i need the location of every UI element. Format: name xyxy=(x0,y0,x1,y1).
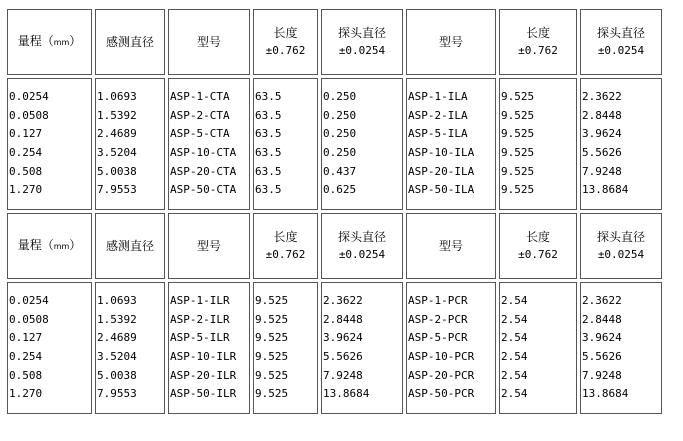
model-cell xyxy=(406,282,496,414)
probe-diameter-cell xyxy=(580,78,662,210)
model-header: 型号 xyxy=(168,213,250,279)
cell-value: 3.9624 xyxy=(582,331,622,345)
cell-value: ASP-1-ILA xyxy=(408,90,468,104)
cell-value: 1.5392 xyxy=(97,312,137,326)
range-cell xyxy=(7,78,92,210)
cell-value: ASP-50-ILR xyxy=(170,387,237,401)
cell-value: 2.4689 xyxy=(97,127,137,141)
cell-value: ASP-5-ILR xyxy=(170,331,230,345)
cell-value: 3.5204 xyxy=(97,350,137,363)
length-header: 长度 ±0.762 xyxy=(499,9,577,75)
cell-value: 7.9553 xyxy=(97,183,137,197)
cell-value: ASP-2-CTA xyxy=(170,108,230,122)
cell-value: ASP-1-PCR xyxy=(408,294,468,308)
model-header: 型号 xyxy=(168,9,250,75)
cell-value: ASP-10-ILA xyxy=(408,146,475,159)
cell-value: 9.525 xyxy=(501,90,535,104)
range-header: 量程（mm） xyxy=(7,9,92,75)
sense-diameter-cell xyxy=(95,78,165,210)
cell-value: 0.0508 xyxy=(9,108,49,122)
cell-value: 2.54 xyxy=(501,368,528,382)
probe-diameter-cell xyxy=(580,282,662,414)
cell-value: ASP-2-PCR xyxy=(408,312,468,326)
cell-value: 1.270 xyxy=(9,387,43,401)
cell-value: ASP-10-ILR xyxy=(170,350,237,363)
cell-value: 9.525 xyxy=(501,183,535,197)
length-cell xyxy=(253,78,318,210)
cell-value: 63.5 xyxy=(255,90,282,104)
cell-value: 2.8448 xyxy=(323,312,363,326)
cell-value: 9.525 xyxy=(255,368,289,382)
cell-value: 0.508 xyxy=(9,164,43,178)
cell-value: 5.5626 xyxy=(323,350,363,363)
probe-spec-table xyxy=(4,6,665,417)
cell-value: ASP-20-ILR xyxy=(170,368,237,382)
cell-value: 1.0693 xyxy=(97,294,137,308)
probe-diameter-cell xyxy=(321,282,403,414)
cell-value: 0.625 xyxy=(323,183,357,197)
cell-value: 2.8448 xyxy=(582,108,622,122)
cell-value: 9.525 xyxy=(501,127,535,141)
cell-value: ASP-1-ILR xyxy=(170,294,230,308)
model-cell xyxy=(406,78,496,210)
model-cell xyxy=(168,78,250,210)
cell-value: 0.250 xyxy=(323,90,357,104)
model-header: 型号 xyxy=(406,213,496,279)
cell-value: ASP-50-CTA xyxy=(170,183,237,197)
probe-diameter-cell xyxy=(321,78,403,210)
cell-value: 9.525 xyxy=(501,146,535,159)
cell-value: 0.0254 xyxy=(9,90,49,104)
cell-value: 13.8684 xyxy=(323,387,370,401)
cell-value: 2.54 xyxy=(501,350,528,363)
cell-value: 9.525 xyxy=(255,331,289,345)
cell-value: 1.270 xyxy=(9,183,43,197)
cell-value: 2.54 xyxy=(501,331,528,345)
cell-value: 0.250 xyxy=(323,108,357,122)
cell-value: 63.5 xyxy=(255,108,282,122)
cell-value: 2.54 xyxy=(501,312,528,326)
cell-value: ASP-20-CTA xyxy=(170,164,237,178)
header-row-2 xyxy=(7,213,662,279)
sense-diameter-header: 感测直径 xyxy=(95,213,165,279)
cell-value: 7.9248 xyxy=(582,368,622,382)
cell-value: 0.254 xyxy=(9,146,43,159)
cell-value: ASP-10-PCR xyxy=(408,350,475,363)
cell-value: 2.8448 xyxy=(582,312,622,326)
cell-value: 0.127 xyxy=(9,127,43,141)
sense-diameter-header: 感测直径 xyxy=(95,9,165,75)
probe-diameter-header: 探头直径 ±0.0254 xyxy=(321,213,403,279)
cell-value: 2.3622 xyxy=(582,294,622,308)
cell-value: 7.9553 xyxy=(97,387,137,401)
cell-value: 2.3622 xyxy=(582,90,622,104)
cell-value: 0.250 xyxy=(323,127,357,141)
cell-value: 9.525 xyxy=(255,294,289,308)
range-cell xyxy=(7,282,92,414)
cell-value: ASP-5-PCR xyxy=(408,331,468,345)
cell-value: ASP-50-PCR xyxy=(408,387,475,401)
cell-value: ASP-20-PCR xyxy=(408,368,475,382)
cell-value: ASP-20-ILA xyxy=(408,164,475,178)
length-header: 长度 ±0.762 xyxy=(499,213,577,279)
cell-value: 5.0038 xyxy=(97,368,137,382)
length-cell xyxy=(499,282,577,414)
cell-value: 7.9248 xyxy=(323,368,363,382)
cell-value: 63.5 xyxy=(255,164,282,178)
cell-value: 9.525 xyxy=(501,108,535,122)
cell-value: 3.5204 xyxy=(97,146,137,159)
cell-value: 3.9624 xyxy=(582,127,622,141)
cell-value: 2.54 xyxy=(501,387,528,401)
cell-value: ASP-1-CTA xyxy=(170,90,230,104)
cell-value: 1.0693 xyxy=(97,90,137,104)
cell-value: 63.5 xyxy=(255,183,282,197)
cell-value: 5.5626 xyxy=(582,350,622,363)
cell-value: ASP-10-CTA xyxy=(170,146,237,159)
cell-value: 9.525 xyxy=(255,350,289,363)
range-header: 量程（mm） xyxy=(7,213,92,279)
cell-value: 9.525 xyxy=(255,312,289,326)
cell-value: 0.0254 xyxy=(9,294,49,308)
model-header: 型号 xyxy=(406,9,496,75)
length-header: 长度 ±0.762 xyxy=(253,9,318,75)
cell-value: 0.254 xyxy=(9,350,43,363)
cell-value: ASP-2-ILA xyxy=(408,108,468,122)
length-cell xyxy=(499,78,577,210)
cell-value: 13.8684 xyxy=(582,387,629,401)
cell-value: 0.508 xyxy=(9,368,43,382)
cell-value: ASP-5-ILA xyxy=(408,127,468,141)
cell-value: 3.9624 xyxy=(323,331,363,345)
cell-value: 1.5392 xyxy=(97,108,137,122)
cell-value: 63.5 xyxy=(255,127,282,141)
model-cell xyxy=(168,282,250,414)
data-row-2 xyxy=(7,282,662,414)
header-row-1 xyxy=(7,9,662,75)
length-header: 长度 ±0.762 xyxy=(253,213,318,279)
data-row-1 xyxy=(7,78,662,210)
cell-value: 9.525 xyxy=(255,387,289,401)
cell-value: ASP-50-ILA xyxy=(408,183,475,197)
length-cell xyxy=(253,282,318,414)
cell-value: 5.0038 xyxy=(97,164,137,178)
cell-value: 2.3622 xyxy=(323,294,363,308)
cell-value: ASP-5-CTA xyxy=(170,127,230,141)
cell-value: 0.437 xyxy=(323,164,357,178)
cell-value: 13.8684 xyxy=(582,183,629,197)
probe-diameter-header: 探头直径 ±0.0254 xyxy=(321,9,403,75)
cell-value: 0.0508 xyxy=(9,312,49,326)
cell-value: 5.5626 xyxy=(582,146,622,159)
probe-diameter-header: 探头直径 ±0.0254 xyxy=(580,9,662,75)
cell-value: 0.250 xyxy=(323,146,357,159)
sense-diameter-cell xyxy=(95,282,165,414)
cell-value: 63.5 xyxy=(255,146,282,159)
cell-value: 0.127 xyxy=(9,331,43,345)
cell-value: 2.54 xyxy=(501,294,528,308)
cell-value: ASP-2-ILR xyxy=(170,312,230,326)
cell-value: 7.9248 xyxy=(582,164,622,178)
cell-value: 9.525 xyxy=(501,164,535,178)
probe-diameter-header: 探头直径 ±0.0254 xyxy=(580,213,662,279)
cell-value: 2.4689 xyxy=(97,331,137,345)
